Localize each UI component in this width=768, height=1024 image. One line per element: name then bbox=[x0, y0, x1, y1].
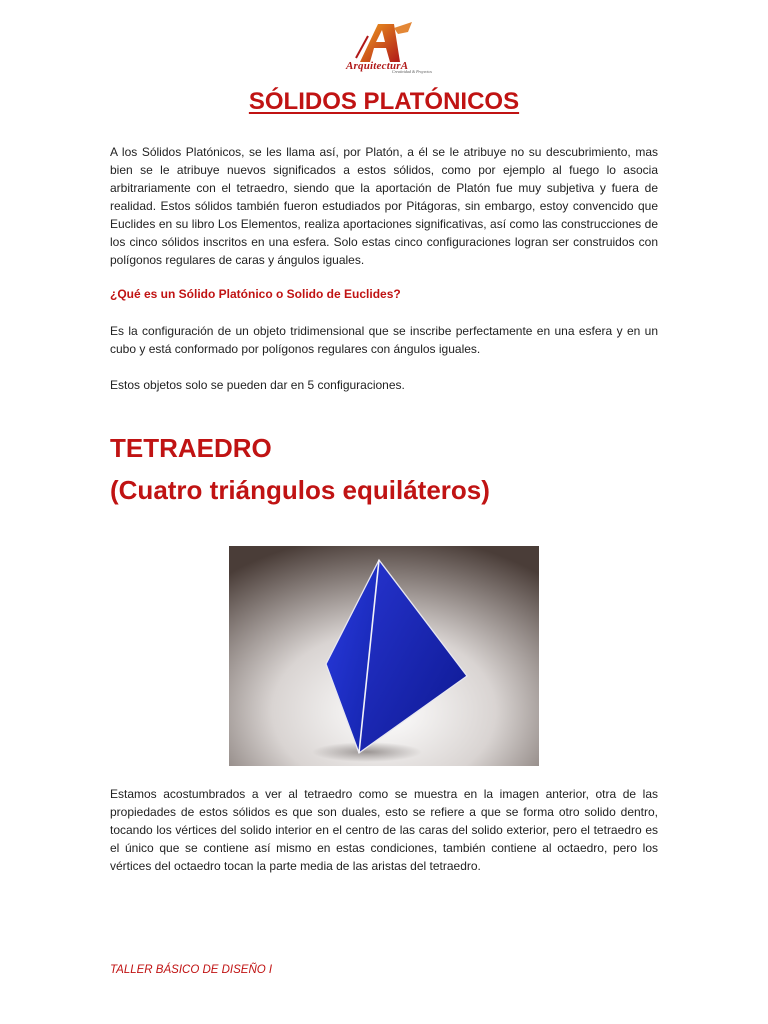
footer-course-name: TALLER BÁSICO DE DISEÑO I bbox=[110, 964, 273, 976]
tetrahedron-image bbox=[229, 546, 539, 766]
section-heading-tetraedro: TETRAEDRO bbox=[110, 433, 272, 463]
definition-paragraph: Es la configuración de un objeto tridimensional que se inscribe perfectamente en una esfera y en un cubo y está conformado por polígonos regulares con ángulos iguales. bbox=[110, 324, 658, 356]
logo-text: ArquitecturA bbox=[346, 60, 409, 72]
section-subheading: (Cuatro triángulos equiláteros) bbox=[110, 475, 490, 505]
intro-paragraph: A los Sólidos Platónicos, se les llama así, por Platón, a él se le atribuye no su descubrimiento, mas bien se le atribuye nuevos significados a estos sólidos, como por ejemplo al fuego lo asocia arbitrariamente con el tetraedro, siendo que la aportación de Platón fue muy subjetiva y fuera de realidad. Estos sólidos también fueron estudiados por Pitágoras, sin embargo, estoy convencido que Euclides en su libro Los Elementos, realiza aportaciones significativas, así como las construcciones de los cinco sólidos inscritos en una esfera. Solo estas cinco configuraciones logran ser construidos con polígonos regulares de caras y ángulos iguales. bbox=[110, 145, 658, 267]
logo-tagline: Creatividad & Proyectos bbox=[392, 69, 432, 74]
question-heading: ¿Qué es un Sólido Platónico o Solido de Euclides? bbox=[110, 287, 401, 301]
configurations-paragraph: Estos objetos solo se pueden dar en 5 configuraciones. bbox=[110, 378, 405, 392]
page-title: SÓLIDOS PLATÓNICOS bbox=[248, 88, 520, 115]
tetraedro-paragraph: Estamos acostumbrados a ver al tetraedro como se muestra en la imagen anterior, otra de las propiedades de estos sólidos es que son duales, esto se refiere a que se forma otro solido dentro, tocando los vértices del solido interior en el centro de las caras del solido exterior, pero el tetraedro es el único que se contiene así mismo en estas condiciones, también contiene al octaedro, pero los vértices del octaedro tocan la parte media de las aristas del tetraedro. bbox=[110, 787, 658, 873]
